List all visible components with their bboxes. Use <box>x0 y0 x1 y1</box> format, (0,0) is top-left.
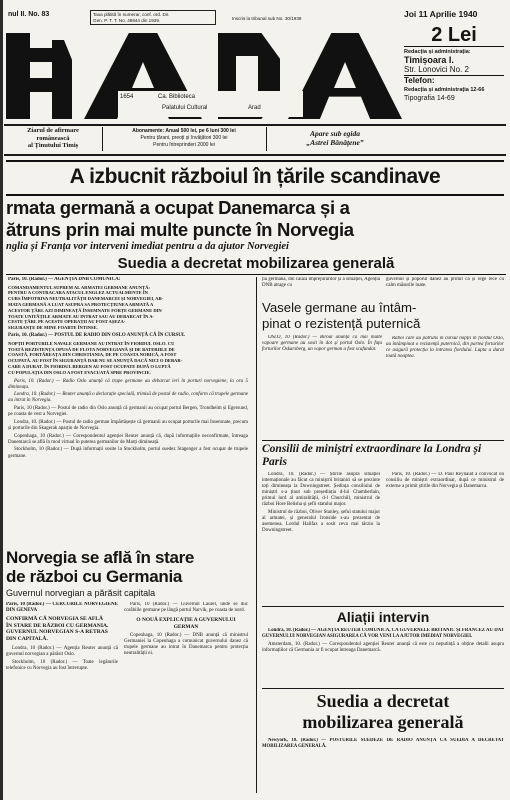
allies-text <box>262 628 504 684</box>
article-paragraph: Paris, 10 (Rador.) — Guvernul Laurel, unde se duc corăbiile germane pe lângă portul Narvik, pe coasta de nord. <box>124 602 248 614</box>
paper-desc-line: al Ținutului Timiș <box>27 142 79 149</box>
article-lead: Paris, 10 (Rador.) — CERCURILE NORVEGIENE DIN GENEVA <box>6 602 118 614</box>
article-paragraph: Copenhaga, 10 (Rador.) — DNB anunță că ministrul Germaniei la Copenhaga a comunicat guvernului danez că trupele germane au intrat în Danemarca pentru protecția neutralității ei. <box>124 633 248 657</box>
postal-note-line: Taxa plătită în numerar, conf. ord. Dir. <box>93 12 170 17</box>
article-paragraph: Londra, 10. (Rador.) — Postul de radio german împărtășește că germanii au ocupat porturile mai însemnate, precum și porturile din Skagerak aparțin de Norvegia. <box>8 419 248 431</box>
article-paragraph: Răboi care au pătruns în cursul nopții în fiordul Oslo, au întâmpinat o rezistență puternică, din partea forturilor ce asigură protecția la intrarea fiordului. Lupta a durat toată noaptea. <box>386 336 504 360</box>
library-stamp <box>118 91 303 117</box>
appears-line: Apare sub egida <box>309 129 360 138</box>
caps-line: CARE A DURAT. ÎN FIORDUL BERGEN AU FOST OCUPATE DUPĂ O LUPTĂ <box>8 363 171 369</box>
subscription-line: Pentru întreprinderi 2000 lei <box>153 142 215 148</box>
article-paragraph: Londra, 10. (Rador.) — Reuter anunță o declarație specială, trimisă de postul de radio, conform că trupele germane au intrat în Norvegia. <box>8 392 248 404</box>
page-edge <box>0 0 3 800</box>
right-top-lead <box>262 277 380 299</box>
price-address-box <box>404 24 504 120</box>
caps-line: COMANDAMENTUL SUPREM AL ARMATEI GERMANE ANUNȚĂ: <box>8 284 150 290</box>
article-paragraph: Paris, 10. (Rador.) — D. Paul Reynaud a convocat un consiliu de miniștri extraordinar, după ce ministrul de externe a primit știrile din Norvegia și Danemarca. <box>386 472 504 490</box>
vessels-title: pinat o rezistență puternică <box>262 316 421 331</box>
article-caps-block <box>8 285 248 331</box>
vessels-right-col <box>386 336 504 438</box>
norway-right-col <box>124 602 248 792</box>
caps-line: CURS ÎMPOTRIVA NEUTRALITĂȚII DANEMARCEI ȘI NORVEGIEI, AR- <box>8 296 164 302</box>
subscription-line: Pentru țărani, preoți și învățători 300 lei <box>140 135 228 141</box>
article-paragraph: Amsterdam, 10. (Rador.) — Corespondentul agenției Reuter anunță că este cu neputință a obține detalii asupra informațiilor că Germania ar fi ocupat întreaga Danemarcă. <box>262 641 504 653</box>
caps-line: PENTRU A CONTRACARA ATACUL ENGLEZ ACTUALMENTE ÎN <box>8 290 148 296</box>
councils-right-col <box>386 472 504 604</box>
print-line: Tipografia 14-69 <box>404 95 455 102</box>
article-paragraph: Londra, 10. (Rador.) — Știrile asupra situației internaționale au făcut ca miniștrii britanici să se prezinte toți dimineața la Downingstreet. Ședința consiliului de miniștri s-a ținut sub președinția d-lui Chamberlain, primul lord al amiralității, d-l Churchill, ministrul de război Hore Belisha și șefii statului major. <box>262 472 380 508</box>
column-rule <box>256 277 257 793</box>
article-paragraph: Paris, 10 (Rador.) — Postul de radio din Oslo anunță că germanii au ocupat portul Bergen, Trondheim și Egersund, pe coasta de vest a Norvegiei. <box>8 406 248 418</box>
article-paragraph: Ministrul de război, Oliver Stanley, șeful statului major al armatei, și generalul Ironside s-au prezentat de asemenea. Lordul Halifax a sosit ceva mai târziu la Downingstreet. <box>262 510 380 534</box>
divider <box>262 440 504 441</box>
editorial-title: Redacția și administrația: <box>404 49 471 55</box>
article-lead: Paris, 10. (Rador.) — POSTUL DE RADIO DIN OSLO ANUNȚĂ CĂ ÎN CURSUL <box>8 333 186 339</box>
article-paragraph: Stockholm, 10 (Rador.) — Toate legăturile telefonice cu Norvegia au fost întrerupte. <box>6 659 118 671</box>
appears-line: „Astrei Bănățene” <box>306 138 364 147</box>
vessels-title: Vasele germane au întâm- <box>262 300 417 315</box>
stamp-line: Ca. Biblioteca <box>158 94 196 100</box>
caps-line: COASTĂ, FORTĂREAȚA DIN CHRISTIANIA, DE PE COASTA NORICĂ, A FOST <box>8 352 177 358</box>
editorial-city: Timișoara I. <box>404 55 454 65</box>
divider <box>4 124 506 126</box>
subscription-info <box>104 128 264 149</box>
caps-line: TOATĂ REZISTENȚA OPUSĂ DE FLOTA NORVEGIANĂ ȘI DE BATERIILE DE <box>8 346 175 352</box>
phone-title: Telefon: <box>404 76 435 85</box>
councils-title: Consilii de miniștri extraordinare la Londra și Paris <box>262 443 482 468</box>
norway-title: de război cu Germania <box>6 567 183 586</box>
article-paragraph: OSLO, 10 (Rador.) — Biroul anunță că mai multe vapoare germane au sosit în dot și portul Oslo. În fața forturilor Oskarsberg, un vapor german a fost scufundat. <box>262 335 382 353</box>
issue-date: Joi 11 Aprilie 1940 <box>404 9 478 19</box>
divider <box>4 154 506 156</box>
subscription-line: Abonamente: Anual 500 lei, pe 6 luni 300 lei <box>132 128 236 134</box>
norway-left-col <box>6 602 118 792</box>
article-paragraph: Londra, 10 (Rador.) — Agenția Reuter anunță că guvernul norvegian a părăsit Oslo. <box>6 645 118 658</box>
article-paragraph: Copenhaga, 10 (Rador.) — Corespondentul agenției Reuter anunță că, după informațiile neconfirmate, întreaga Danemarcă se află în mod virtual în puterea germanilor de Marți dimineață. <box>8 433 248 445</box>
norway-title: Norvegia se află în stare <box>6 548 195 567</box>
stamp-line: Palatului Cultural <box>162 105 208 111</box>
paper-desc-line: Ziarul de afirmare <box>27 127 79 134</box>
sweden-mob-title-line: mobilizarea generală <box>302 712 464 732</box>
stamp-city: Arad <box>248 105 261 111</box>
caps-line: TOATE UNITĂȚILE ARMATE AU INTRAT SAU AU DEBARCAT ÎN A- <box>8 313 155 319</box>
norway-columns <box>6 602 252 792</box>
editorial-street: Str. Lonovici No. 2 <box>404 65 504 76</box>
headline-allies: nglia și Franța vor interveni imediat pentru a da ajutor Norvegiei <box>6 241 289 252</box>
price: 2 Lei <box>404 24 504 47</box>
caps-line: CESTE ȚĂRI. PE ACESTE OPERAȚII AU FOST AȘEZA- <box>8 319 126 325</box>
caps-line: CU POPULAȚIA DIN OSLO A FOST EVACUATĂ SPRE PROVINCIE. <box>8 369 151 375</box>
vessels-left-col <box>262 335 382 405</box>
divider <box>266 127 267 151</box>
right-top-lead-2 <box>386 277 504 299</box>
vessels-article <box>262 300 421 405</box>
explanation-title: O NOUĂ EXPLICAȚIE A GUVERNULUI GERMAN <box>136 617 236 630</box>
sweden-mob-text <box>262 738 504 768</box>
caps-line: OCUPATĂ. AU FOST ÎN SIGURANȚĂ DAR NU SE ANUNȚĂ DACĂ NICI O DEBAR- <box>8 358 183 364</box>
article-paragraph: Stockholm, 10 (Rador.) — După informații sosite la Stockholm, portul suedez Stagenger a fost ocupat de trupele germane. <box>8 447 248 459</box>
postal-note-line: Gen. P. T. T. No. 49844 din 1939. <box>93 17 161 23</box>
norway-war-article <box>6 548 252 794</box>
article-paragraph: guvernul și poporul danez au primit ca și rege rece cu calm măsurile luate. <box>386 277 504 289</box>
main-headline: A izbucnit războiul în țările scandinave <box>6 160 504 196</box>
caps-line: SIGURANȚE DE MINE FOARTE ÎNTINSE. <box>8 325 98 331</box>
stamp-number: 1654 <box>120 94 134 100</box>
allies-title: Aliații intervin <box>336 609 430 625</box>
article-lead: Paris, 10. (Rador.) — AGENȚIA DNB COMUNICĂ: <box>8 277 121 282</box>
issue-line: nul II. No. 83 <box>8 11 50 18</box>
sweden-mob-title <box>262 691 504 733</box>
article-paragraph: Paris, 10. (Rador.) — Radio Oslo anunță că trupe germane au debarcat ieri în porturi norvegiene, la ora 5 dimineața. <box>8 378 248 390</box>
divider <box>262 688 504 689</box>
caps-line: DIN CAPITALĂ. <box>6 636 48 643</box>
headline-norvegia: ătruns prin mai multe puncte în Norvegia <box>6 219 354 240</box>
divider <box>102 127 103 151</box>
caps-line: ÎN STARE DE RĂZBOI CU GERMANIA. <box>6 622 109 629</box>
caps-line: ACESTOR ȚĂRI. AZI DIMINEAȚĂ ÎNSEMNATE FORȚE GERMANE DIN <box>8 307 162 313</box>
appears-under <box>268 129 402 147</box>
caps-line: MATA GERMANĂ A LUAT ASUPRA SA PROTECȚIUNEA ARMATĂ A <box>8 302 154 308</box>
article-paragraph: ția germană, din cauza împrejurărilor și a situației, Agenția DNB atrage cu <box>262 277 380 289</box>
article-lead: Londra, 10. (Rador.) — AGENȚIA REUTER COMUNICĂ, CA GUVERNELE BRITANIC ȘI FRANCEZ AU DAT GUVERNULUI NORVEGIAN ASIGURAREA CĂ VOR VENI LA AJUTOR IMEDIAT NORVEGIEI. <box>262 628 504 640</box>
registration: Inscris la tribunal sub No. 30/1939 <box>232 16 302 21</box>
caps-line: NOPȚII PORTURILE NAVALE GERMANE AU INTRAT ÎN FIORDUL OSLO. CU <box>8 340 175 346</box>
left-articles <box>8 277 248 544</box>
paper-desc-line: românească <box>36 134 70 142</box>
norway-subtitle: Guvernul norvegian a părăsit capitala <box>6 588 156 598</box>
councils-left-col <box>262 472 380 604</box>
headline-sweden: Suedia a decretat mobilizarea generală <box>6 255 506 275</box>
paper-description <box>6 127 100 150</box>
sweden-mob-title-line: Suedia a decretat <box>316 691 450 711</box>
phone-line: Redacția și administrația 12-66 <box>404 87 485 93</box>
caps-line: CONFIRMĂ CĂ NORVEGIA SE AFLĂ <box>6 615 104 622</box>
article-caps-block <box>8 341 248 376</box>
postal-note <box>90 10 216 25</box>
caps-line: GUVERNUL NORVEGIAN S-A RETRAS <box>6 629 108 636</box>
article-caps-block <box>6 616 118 643</box>
divider <box>262 606 504 607</box>
article-paragraph: Newyork, 10. (Rador.) — POSTURILE SUEDEZE DE RADIO ANUNȚĂ CĂ SUEDIA A DECRETAT MOBILIZAREA GENERALĂ. <box>262 738 504 750</box>
headline-danemark: rmata germană a ocupat Danemarca și a <box>6 197 350 218</box>
